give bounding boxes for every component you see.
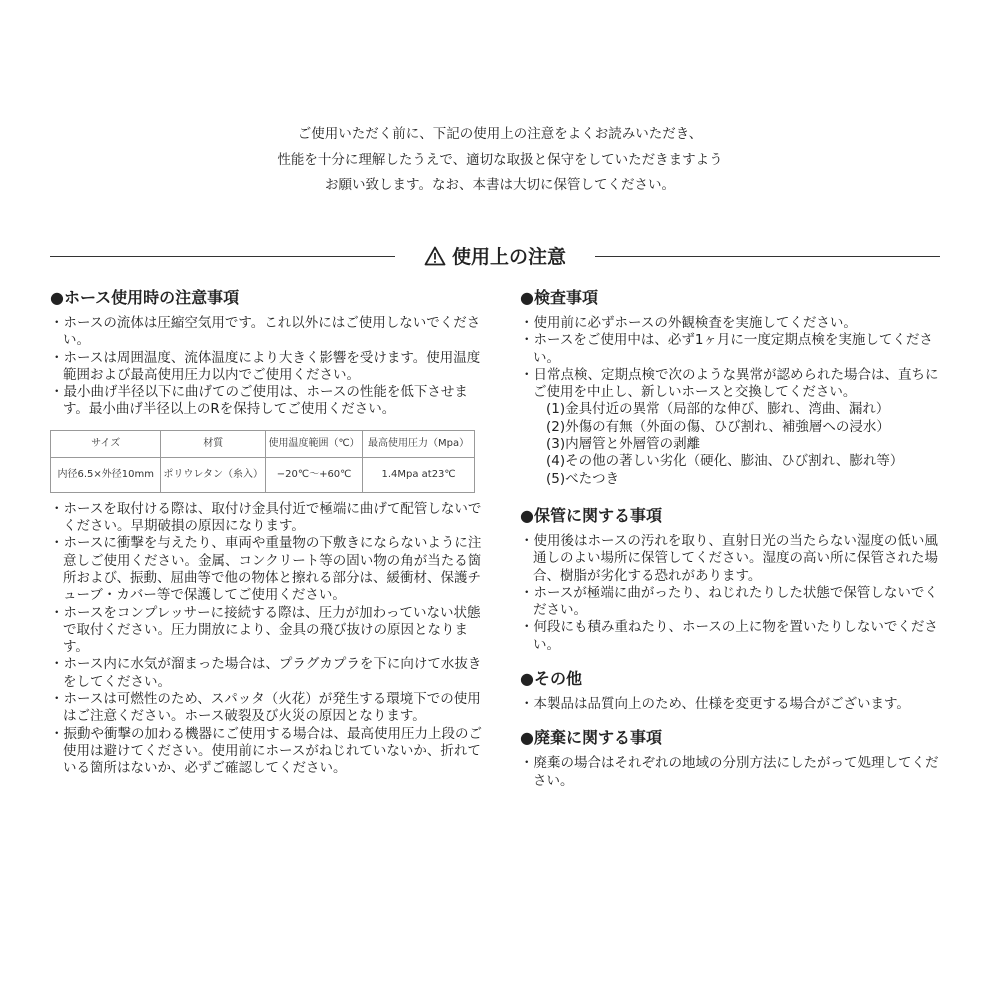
spec-header-temperature: 使用温度範囲（℃） [266,430,363,457]
spec-cell-temperature: −20℃〜+60℃ [266,457,363,492]
spec-cell-size: 内径6.5×外径10mm [51,457,161,492]
list-item: ・ホースに衝撃を与えたり、車両や重量物の下敷きにならないように注意しご使用ください。金属、コンクリート等の固い物の角が当たる箇所および、振動、屈曲等で他の物体と擦れる部分は、緩衝材、保護チューブ・カバー等で保護してご使用ください。 [50,535,482,604]
spacer [520,654,950,669]
page-title: 使用上の注意 [451,246,566,268]
list-item: ・ホース内に水気が溜まった場合は、プラグカプラを下に向けて水抜きをしてください。 [50,656,482,690]
spacer [50,493,490,501]
list-item: ・ホースが極端に曲がったり、ねじれたりした状態で保管しないでください。 [520,584,938,619]
warning-icon [424,245,446,275]
list-item: ・ホースは周囲温度、流体温度により大きく影響を受けます。使用温度範囲および最高使用圧力以内でご使用ください。 [50,349,481,383]
list-item: ・使用前に必ずホースの外観検査を実施してください。 [520,315,857,331]
intro-line: お願い致します。なお、本書は大切に保管してください。 [325,177,675,193]
spec-header-material: 材質 [161,430,266,457]
spec-cell-pressure: 1.4Mpa at23℃ [363,457,475,492]
section-heading-hose-usage: ●ホース使用時の注意事項 [50,288,240,307]
list-item: ・最小曲げ半径以下に曲げてのご使用は、ホースの性能を低下させます。最小曲げ半径以上のRを保持してご使用ください。 [50,384,468,418]
spec-table-header-row [51,430,475,457]
spec-header-size: サイズ [51,430,161,457]
section-heading-storage: ●保管に関する事項 [520,505,662,525]
list-item: ・ホースの流体は圧縮空気用です。これ以外にはご使用しないでください。 [50,315,481,349]
sub-list-item: (3)内層管と外層管の剥離 [546,436,701,453]
section-title [50,242,940,272]
spec-cell-material: ポリウレタン（糸入） [161,457,266,492]
list-item: ・ホースを取付ける際は、取付け金具付近で極端に曲げて配管しないでください。早期破損の原因になります。 [50,500,482,535]
section-heading-inspection: ●検査事項 [520,288,598,307]
list-item: ・日常点検、定期点検で次のような異常が認められた場合は、直ちにご使用を中止し、新しいホースと交換してください。 [520,366,939,401]
spacer [520,488,950,506]
list-item: ・振動や衝撃の加わる機器にご使用する場合は、最高使用圧力上段のご使用は避けてください。使用前にホースがねじれていないか、折れている箇所はないか、必ずご確認してください。 [50,725,482,777]
intro-text [0,122,1000,199]
spacer [520,713,950,728]
intro-line: 性能を十分に理解したうえで、適切な取扱と保守をしていただきますよう [277,151,723,168]
list-item: ・ホースをコンプレッサーに接続する際は、圧力が加わっていない状態で取付ください。圧力開放により、金具の飛び抜けの原因となります。 [50,604,481,656]
title-divider-right [595,256,940,257]
list-item: ・ホースは可燃性のため、スパッタ（火花）が発生する環境下での使用はご注意ください。ホース破裂及び火災の原因となります。 [50,691,481,725]
title-divider-left [50,256,395,257]
section-heading-other: ●その他 [520,669,582,689]
section-heading-disposal: ●廃棄に関する事項 [520,728,662,748]
right-column [520,288,950,790]
list-item: ・本製品は品質向上のため、仕様を変更する場合がございます。 [520,696,910,713]
left-column [50,288,490,778]
spec-table [50,430,475,493]
sub-list-item: (1)金具付近の異常（局部的な伸び、膨れ、湾曲、漏れ） [546,401,890,418]
sub-list-item: (2)外傷の有無（外面の傷、ひび割れ、補強層への浸水） [546,418,890,435]
intro-line: ご使用いただく前に、下記の使用上の注意をよくお読みいただき、 [297,126,703,142]
list-item: ・何段にも積み重ねたり、ホースの上に物を置いたりしないでください。 [520,619,938,653]
list-item: ・ホースをご使用中は、必ず1ヶ月に一度定期点検を実施してください。 [520,332,933,366]
list-item: ・廃棄の場合はそれぞれの地域の分別方法にしたがって処理してください。 [520,755,939,789]
sub-list-item: (5)べたつき [546,470,620,487]
sub-list-item: (4)その他の著しい劣化（硬化、膨油、ひび割れ、膨れ等） [546,453,904,470]
spec-table-row [51,457,475,492]
title-center [395,242,595,275]
list-item: ・使用後はホースの汚れを取り、直射日光の当たらない湿度の低い風通しのよい場所に保管してください。湿度の高い所に保管された場合、樹脂が劣化する恐れがあります。 [520,532,938,584]
spec-header-pressure: 最高使用圧力（Mpa） [363,430,475,457]
